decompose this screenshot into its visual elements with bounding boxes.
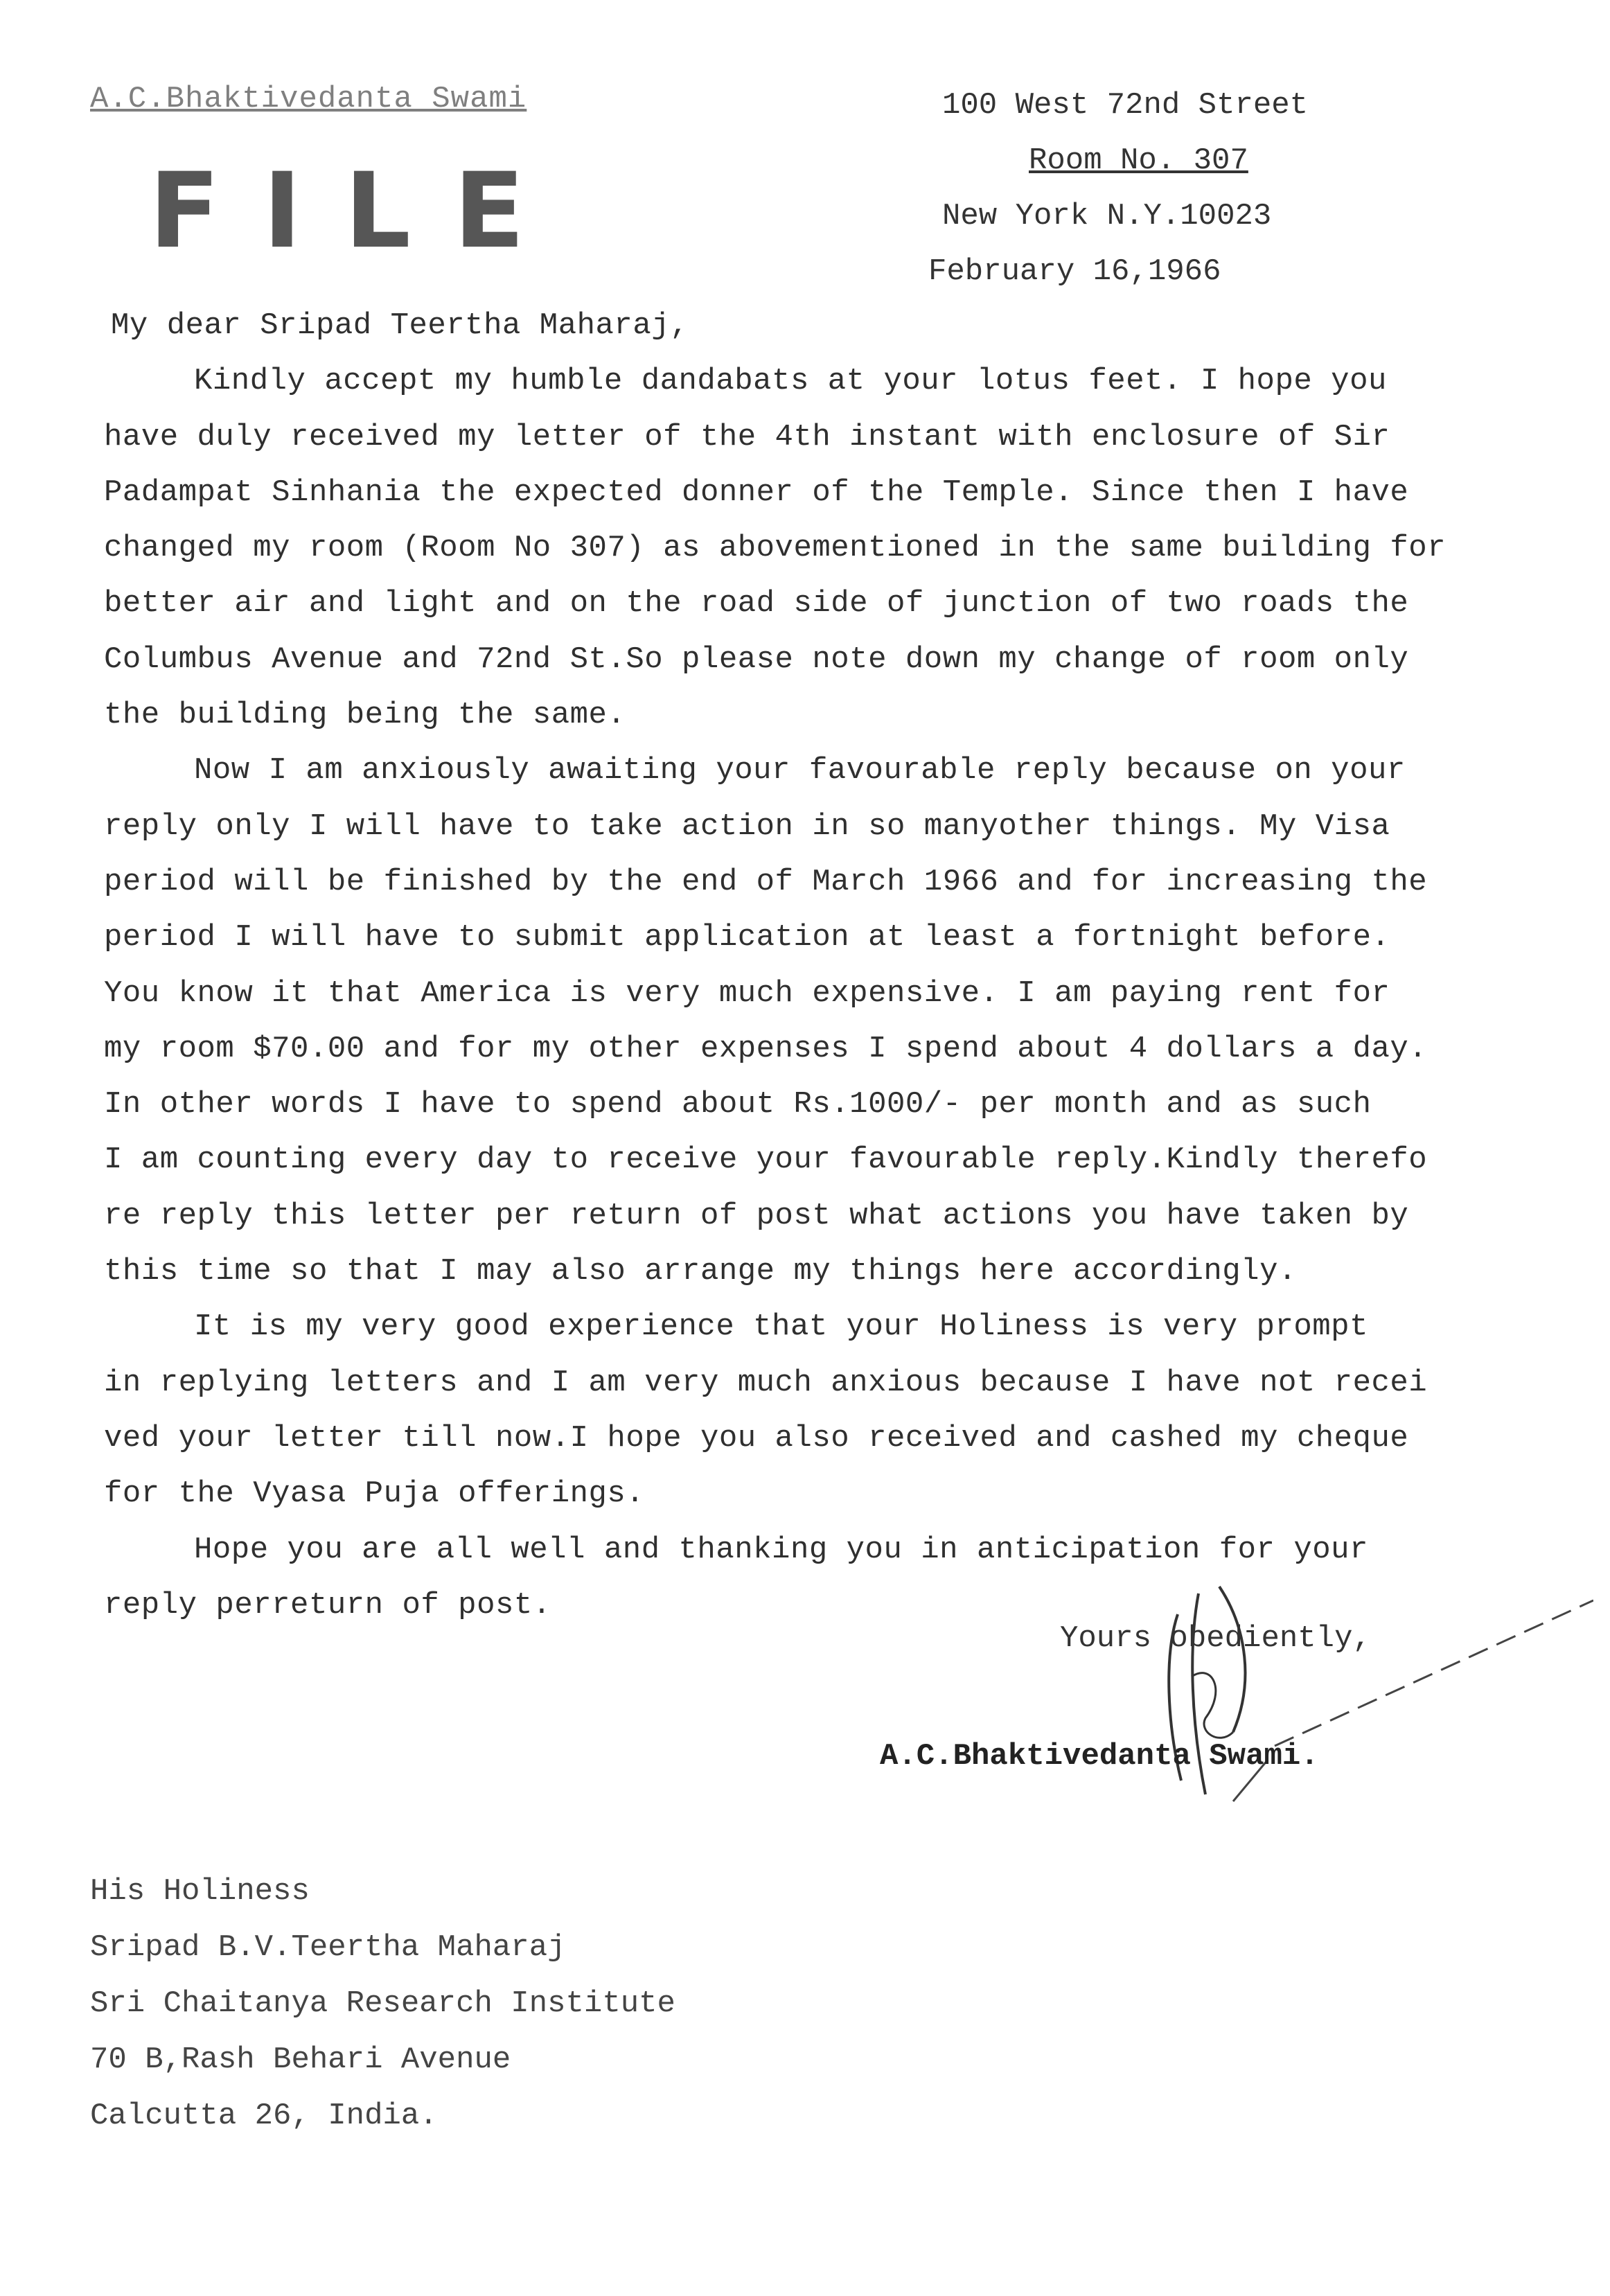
address-city: New York N.Y.10023 [942, 199, 1272, 233]
paragraph-2: Now I am anxiously awaiting your favourable reply because on your reply only I will have to take action in so manyother things. My Visa period will be finished by the end of March 1966 and for increasing the period I will have to submit application at least a fortnight before. You know it that America is very much expensive. I am paying rent for my room $70.00 and for my other expenses I spend about 4 dollars a day. In other words I have to spend about Rs.1000/- per month and as such I am counting every day to receive your favourable reply.Kindly therefo re reply this letter per return of post what actions you have taken by this time so that I may also arrange my things here accordingly. [104, 753, 1428, 1289]
recipient-line-5: Calcutta 26, India. [90, 2099, 438, 2133]
sender-header-line: A.C.Bhaktivedanta Swami [90, 82, 527, 116]
letter-date: February 16,1966 [928, 254, 1221, 289]
file-stamp: FILE [149, 151, 568, 272]
recipient-address [90, 1864, 675, 2144]
paragraph-4: Hope you are all well and thanking you in anticipation for your reply perreturn of post. [104, 1532, 1368, 1623]
address-room: Room No. 307 [1029, 143, 1248, 178]
letter-body [104, 298, 1517, 1633]
sender-address-block [928, 78, 1566, 299]
typed-signature: A.C.Bhaktivedanta Swami. [880, 1739, 1319, 1774]
address-street: 100 West 72nd Street [942, 88, 1309, 123]
recipient-line-2: Sripad B.V.Teertha Maharaj [90, 1930, 566, 1965]
handwritten-signature [1150, 1573, 1593, 1829]
recipient-line-1: His Holiness [90, 1874, 310, 1909]
salutation: My dear Sripad Teertha Maharaj, [111, 308, 689, 343]
paragraph-3: It is my very good experience that your Holiness is very prompt in replying letters and I am very much anxious because I have not recei ved your letter till now.I hope you also received and cashed my cheque for the Vyasa Puja offerings. [104, 1309, 1428, 1512]
recipient-line-3: Sri Chaitanya Research Institute [90, 1986, 675, 2021]
paragraph-1: Kindly accept my humble dandabats at your lotus feet. I hope you have duly received my letter of the 4th instant with enclosure of Sir Padampat Sinhania the expected donner of the Temple. Since then I have changed my room (Room No 307) as abovementioned in the same building for better air and light and on the road side of junction of two roads the Columbus Avenue and 72nd St.So please note down my change of room only the building being the same. [104, 364, 1447, 733]
recipient-line-4: 70 B,Rash Behari Avenue [90, 2042, 511, 2077]
letter-closing: Yours obediently, [1060, 1621, 1371, 1656]
